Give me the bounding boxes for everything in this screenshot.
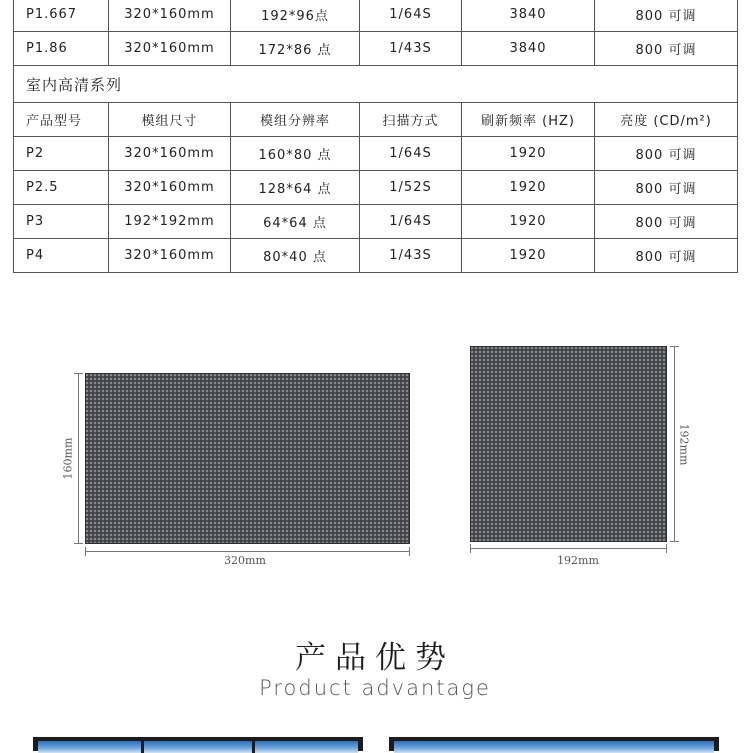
sky-image [394,741,714,753]
height-label-left: 160mm [61,437,75,480]
dimension-tick [74,373,83,374]
table-row-p186 [14,32,738,66]
section-title: 室内高清系列 [14,66,738,103]
table-cell: 3840 [462,32,595,66]
column-header: 产品型号 [14,103,109,137]
column-header: 模组分辨率 [231,103,360,137]
dimension-line [674,346,675,542]
screen-divider [252,741,255,753]
dimension-line [85,551,410,552]
dimension-tick [666,544,667,553]
dimension-line [470,548,667,549]
table-cell: P2 [14,137,109,171]
table-cell: 160*80 点 [231,137,360,171]
column-header: 刷新频率 (HZ) [462,103,595,137]
table-cell: 800 可调 [595,171,738,205]
table-cell: 1/52S [360,171,462,205]
table-cell: 320*160mm [109,239,231,273]
table-cell: 80*40 点 [231,239,360,273]
table-cell: P1.86 [14,32,109,66]
table-cell: 320*160mm [109,137,231,171]
table-cell: 800 可调 [595,239,738,273]
sky-image [38,741,358,753]
dimension-tick [409,547,410,556]
table-row [14,205,738,239]
led-module-image-320x160 [85,373,410,544]
table-row [14,171,738,205]
width-label-right: 192mm [557,554,599,567]
table-cell: 1/64S [360,205,462,239]
column-header: 模组尺寸 [109,103,231,137]
table-row [14,137,738,171]
table-cell: 1920 [462,239,595,273]
section-row [14,66,738,103]
table-cell: 800 可调 [595,205,738,239]
dimension-tick [670,346,679,347]
dimension-tick [85,547,86,556]
width-label-left: 320mm [224,554,266,567]
table-cell: 172*86 点 [231,32,360,66]
dimension-tick [670,541,679,542]
table-cell: 1/64S [360,137,462,171]
table-cell: 1920 [462,137,595,171]
table-cell: 1920 [462,205,595,239]
table-cell: 1/43S [360,239,462,273]
dimension-tick [470,544,471,553]
table-cell: 192*96点 [231,0,360,32]
table-cell: 320*160mm [109,0,231,32]
screen-divider [141,741,144,753]
table-cell: 320*160mm [109,32,231,66]
table-cell: 800 可调 [595,0,738,32]
led-module-image-192x192 [470,346,667,542]
table-row [14,239,738,273]
table-cell: 1/64S [360,0,462,32]
spec-table [13,0,738,273]
table-cell: 3840 [462,0,595,32]
table-row-partial [14,0,738,32]
display-image-right [389,737,719,751]
dimension-line [78,373,79,544]
table-cell: 800 可调 [595,32,738,66]
table-cell: 1/43S [360,32,462,66]
advantage-subtitle: Product advantage [259,676,491,700]
table-cell: 800 可调 [595,137,738,171]
height-label-right: 192mm [677,423,691,466]
column-header: 亮度 (CD/m²) [595,103,738,137]
table-cell: P1.667 [14,0,109,32]
display-image-left [33,737,363,751]
table-cell: 1920 [462,171,595,205]
table-cell: 320*160mm [109,171,231,205]
table-cell: P4 [14,239,109,273]
table-cell: 192*192mm [109,205,231,239]
advantage-title: 产品优势 [295,640,455,676]
table-header-row [14,103,738,137]
table-cell: 64*64 点 [231,205,360,239]
table-cell: P2.5 [14,171,109,205]
column-header: 扫描方式 [360,103,462,137]
table-cell: P3 [14,205,109,239]
table-cell: 128*64 点 [231,171,360,205]
dimension-tick [74,543,83,544]
